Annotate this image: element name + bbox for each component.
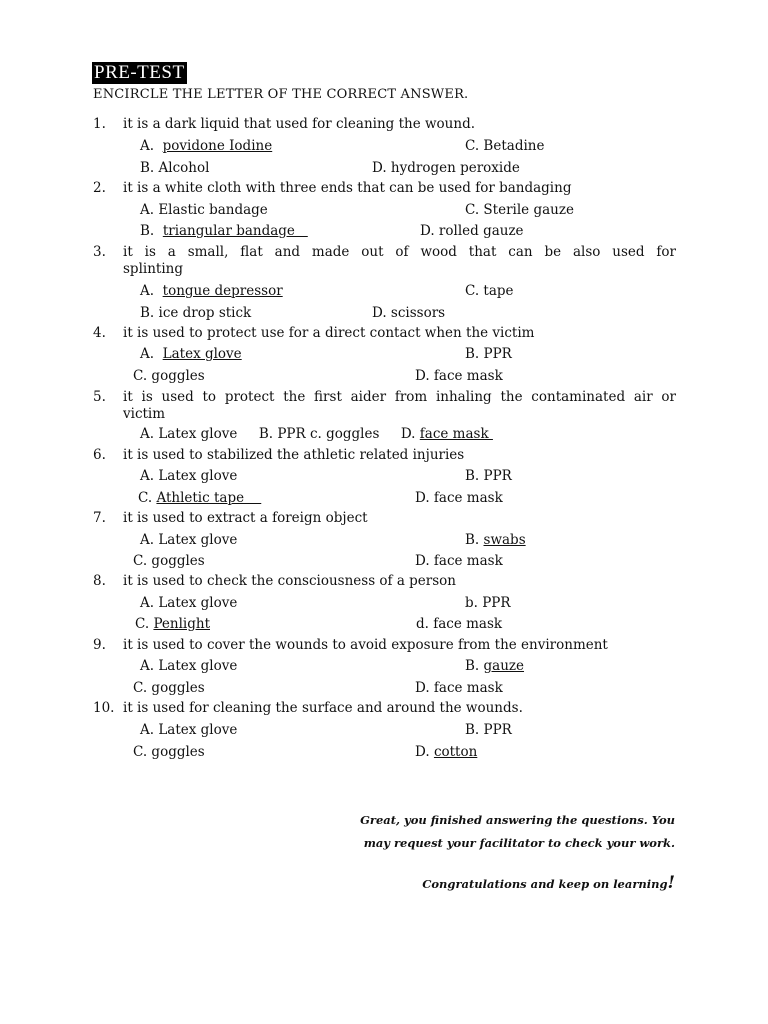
option-c: C. Athletic tape <box>138 490 262 506</box>
correct-answer: face mask <box>419 426 493 442</box>
option-a: A. Latex glove <box>140 468 238 484</box>
footer-line-1: Great, you finished answering the questions. You <box>360 813 675 827</box>
option-c: C. Betadine <box>465 138 545 154</box>
correct-answer: cotton <box>433 744 478 760</box>
option-b: B. PPR <box>465 346 512 362</box>
option-a: A. Latex glove <box>140 346 242 362</box>
correct-answer: tongue depressor <box>162 283 283 299</box>
option-d: D. face mask <box>415 553 503 569</box>
option-a: A. Latex glove <box>140 595 238 611</box>
question-number: 4. <box>93 325 106 341</box>
question-number: 3. <box>93 244 106 260</box>
correct-answer: gauze <box>483 658 525 674</box>
question-number: 9. <box>93 637 106 653</box>
question-stem: it is used for cleaning the surface and around the wounds. <box>123 700 523 716</box>
question-stem-line2: victim <box>123 406 166 422</box>
question-stem: it is used to cover the wounds to avoid exposure from the environment <box>123 637 608 653</box>
option-c: C. tape <box>465 283 514 299</box>
option-b: B. PPR <box>465 468 512 484</box>
question-number: 7. <box>93 510 106 526</box>
correct-answer: swabs <box>483 532 526 548</box>
option-a: A. Latex glove <box>140 722 238 738</box>
instruction-text: ENCIRCLE THE LETTER OF THE CORRECT ANSWER. <box>93 87 469 102</box>
option-a: A. Elastic bandage <box>140 202 268 218</box>
option-d: D. hydrogen peroxide <box>372 160 520 176</box>
option-b: B. swabs <box>465 532 526 548</box>
question-stem: it is a small, flat and made out of wood that can be also used for <box>123 244 676 260</box>
question-number: 1. <box>93 116 106 132</box>
option-c: C. Sterile gauze <box>465 202 574 218</box>
question-number: 5. <box>93 389 106 405</box>
option-b: B. triangular bandage <box>140 223 308 239</box>
option-b: B. gauze <box>465 658 525 674</box>
question-stem-line2: splinting <box>123 261 183 277</box>
option-d: D. scissors <box>372 305 446 321</box>
question-stem: it is used to extract a foreign object <box>123 510 368 526</box>
option-d: D. face mask <box>415 680 503 696</box>
option-a: A. tongue depressor <box>140 283 283 299</box>
option-b: B. ice drop stick <box>140 305 252 321</box>
option-a: A. Latex glove <box>140 658 238 674</box>
question-number: 10. <box>93 700 115 716</box>
option-d: D. face mask <box>415 368 503 384</box>
option-b: B. Alcohol <box>140 160 210 176</box>
option-b: b. PPR <box>465 595 511 611</box>
option-b: B. PPR <box>465 722 512 738</box>
option-a: A. povidone Iodine <box>140 138 273 154</box>
exclamation-mark: ! <box>667 873 675 893</box>
page-title: PRE-TEST <box>94 62 185 83</box>
footer-line-2: may request your facilitator to check your work. <box>363 836 675 850</box>
question-stem: it is used to protect use for a direct contact when the victim <box>123 325 535 341</box>
correct-answer: Latex glove <box>162 346 242 362</box>
question-stem: it is used to stabilized the athletic related injuries <box>123 447 465 463</box>
option-c: C. goggles <box>133 744 205 760</box>
option-d: D. face mask <box>415 490 503 506</box>
correct-answer: Athletic tape <box>156 490 262 506</box>
option-a: A. Latex glove <box>140 532 238 548</box>
question-number: 6. <box>93 447 106 463</box>
correct-answer: triangular bandage <box>162 223 308 239</box>
question-number: 8. <box>93 573 106 589</box>
option-d: D. rolled gauze <box>420 223 524 239</box>
option-c: C. goggles <box>133 368 205 384</box>
question-stem: it is used to check the consciousness of a person <box>123 573 456 589</box>
question-stem: it is used to protect the first aider from inhaling the contaminated air or <box>123 389 676 405</box>
question-number: 2. <box>93 180 106 196</box>
option-c: C. Penlight <box>135 616 210 632</box>
question-stem: it is a dark liquid that used for cleaning the wound. <box>123 116 476 132</box>
option-row: A. Latex glove B. PPR c. goggles D. face mask <box>140 426 493 442</box>
footer-line-3: Congratulations and keep on learning! <box>422 873 675 893</box>
option-d: D. cotton <box>415 744 478 760</box>
option-c: C. goggles <box>133 553 205 569</box>
question-stem: it is a white cloth with three ends that can be used for bandaging <box>123 180 572 196</box>
option-c: C. goggles <box>133 680 205 696</box>
correct-answer: povidone Iodine <box>162 138 273 154</box>
option-d: d. face mask <box>416 616 503 632</box>
correct-answer: Penlight <box>153 616 210 632</box>
